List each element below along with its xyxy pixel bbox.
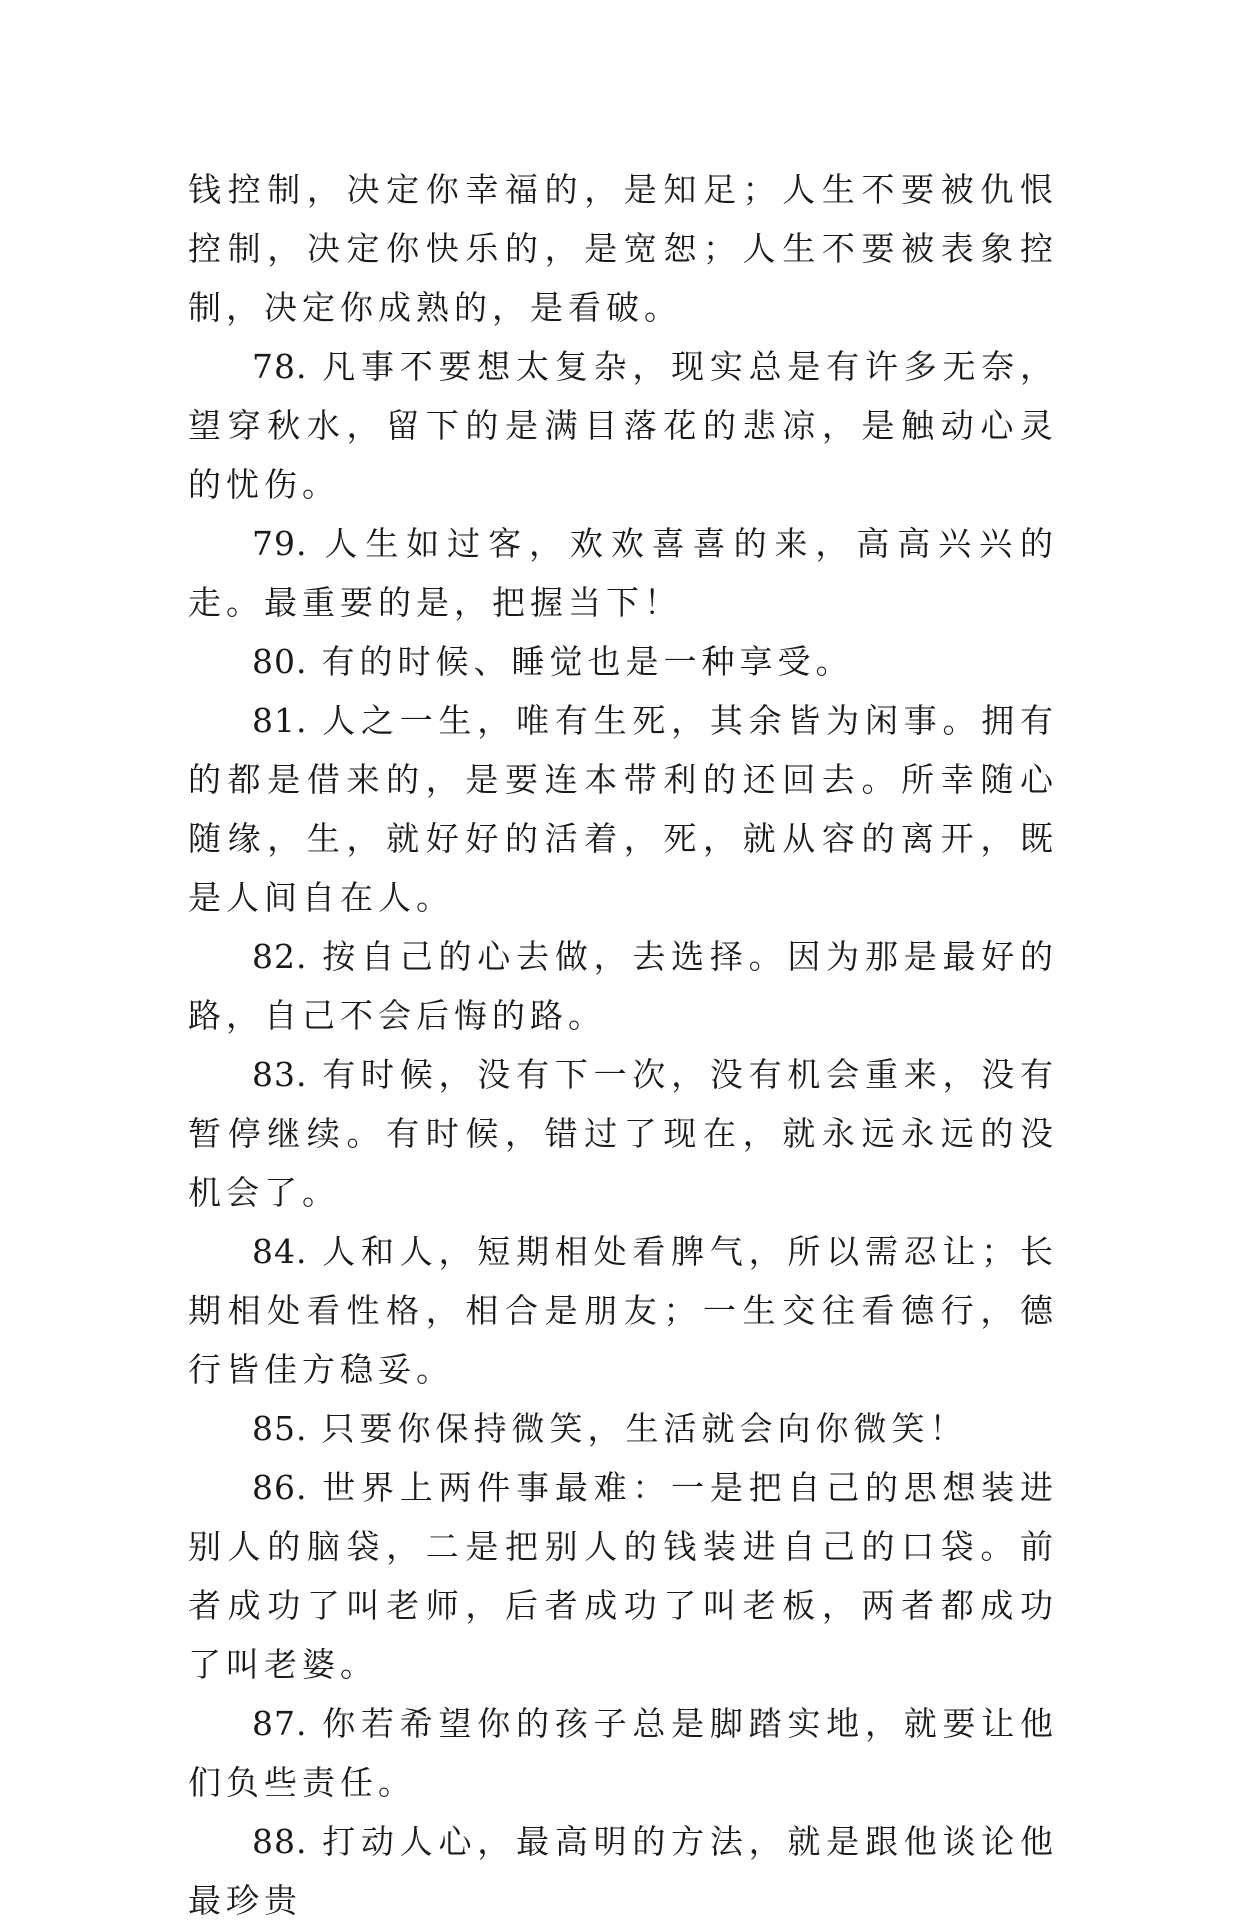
item-number: 78. <box>252 347 308 386</box>
list-item <box>188 1222 1058 1399</box>
item-number: 84. <box>252 1232 308 1271</box>
item-number: 81. <box>252 701 308 740</box>
list-item <box>188 1694 1058 1812</box>
item-number: 88. <box>252 1822 308 1861</box>
item-number: 79. <box>252 524 308 563</box>
document-body <box>188 160 1058 1930</box>
item-text: 你若希望你的孩子总是脚踏实地，就要让他们负些责任。 <box>188 1704 1058 1802</box>
list-item <box>188 337 1058 514</box>
list-item <box>188 514 1058 632</box>
item-text: 有时候，没有下一次，没有机会重来，没有暂停继续。有时候，错过了现在，就永远永远的没机会了。 <box>188 1055 1058 1212</box>
list-item <box>188 1399 1058 1458</box>
item-text: 只要你保持微笑，生活就会向你微笑！ <box>321 1409 968 1448</box>
list-item <box>188 1045 1058 1222</box>
item-text: 有的时候、睡觉也是一种享受。 <box>321 642 854 681</box>
item-number: 87. <box>252 1704 308 1743</box>
list-item <box>188 1812 1058 1930</box>
item-text: 人生如过客，欢欢喜喜的来，高高兴兴的走。最重要的是，把握当下！ <box>188 524 1058 622</box>
paragraph-text: 钱控制，决定你幸福的，是知足；人生不要被仇恨控制，决定你快乐的，是宽恕；人生不要被表象控制，决定你成熟的，是看破。 <box>188 170 1058 327</box>
item-number: 85. <box>252 1409 308 1448</box>
item-number: 86. <box>252 1468 308 1507</box>
item-text: 按自己的心去做，去选择。因为那是最好的路，自己不会后悔的路。 <box>188 937 1058 1035</box>
item-text: 世界上两件事最难：一是把自己的思想装进别人的脑袋，二是把别人的钱装进自己的口袋。前者成功了叫老师，后者成功了叫老板，两者都成功了叫老婆。 <box>188 1468 1058 1684</box>
item-number: 82. <box>252 937 308 976</box>
list-item <box>188 1458 1058 1694</box>
item-number: 83. <box>252 1055 308 1094</box>
item-text: 人和人，短期相处看脾气，所以需忍让；长期相处看性格，相合是朋友；一生交往看德行，德行皆佳方稳妥。 <box>188 1232 1058 1389</box>
item-text: 凡事不要想太复杂，现实总是有许多无奈，望穿秋水，留下的是满目落花的悲凉，是触动心灵的忧伤。 <box>188 347 1058 504</box>
list-item <box>188 927 1058 1045</box>
item-text: 人之一生，唯有生死，其余皆为闲事。拥有的都是借来的，是要连本带利的还回去。所幸随心随缘，生，就好好的活着，死，就从容的离开，既是人间自在人。 <box>188 701 1058 917</box>
list-item <box>188 632 1058 691</box>
item-text: 打动人心，最高明的方法，就是跟他谈论他最珍贵 <box>188 1822 1058 1920</box>
paragraph-continued <box>188 160 1058 337</box>
item-number: 80. <box>252 642 308 681</box>
list-item <box>188 691 1058 927</box>
